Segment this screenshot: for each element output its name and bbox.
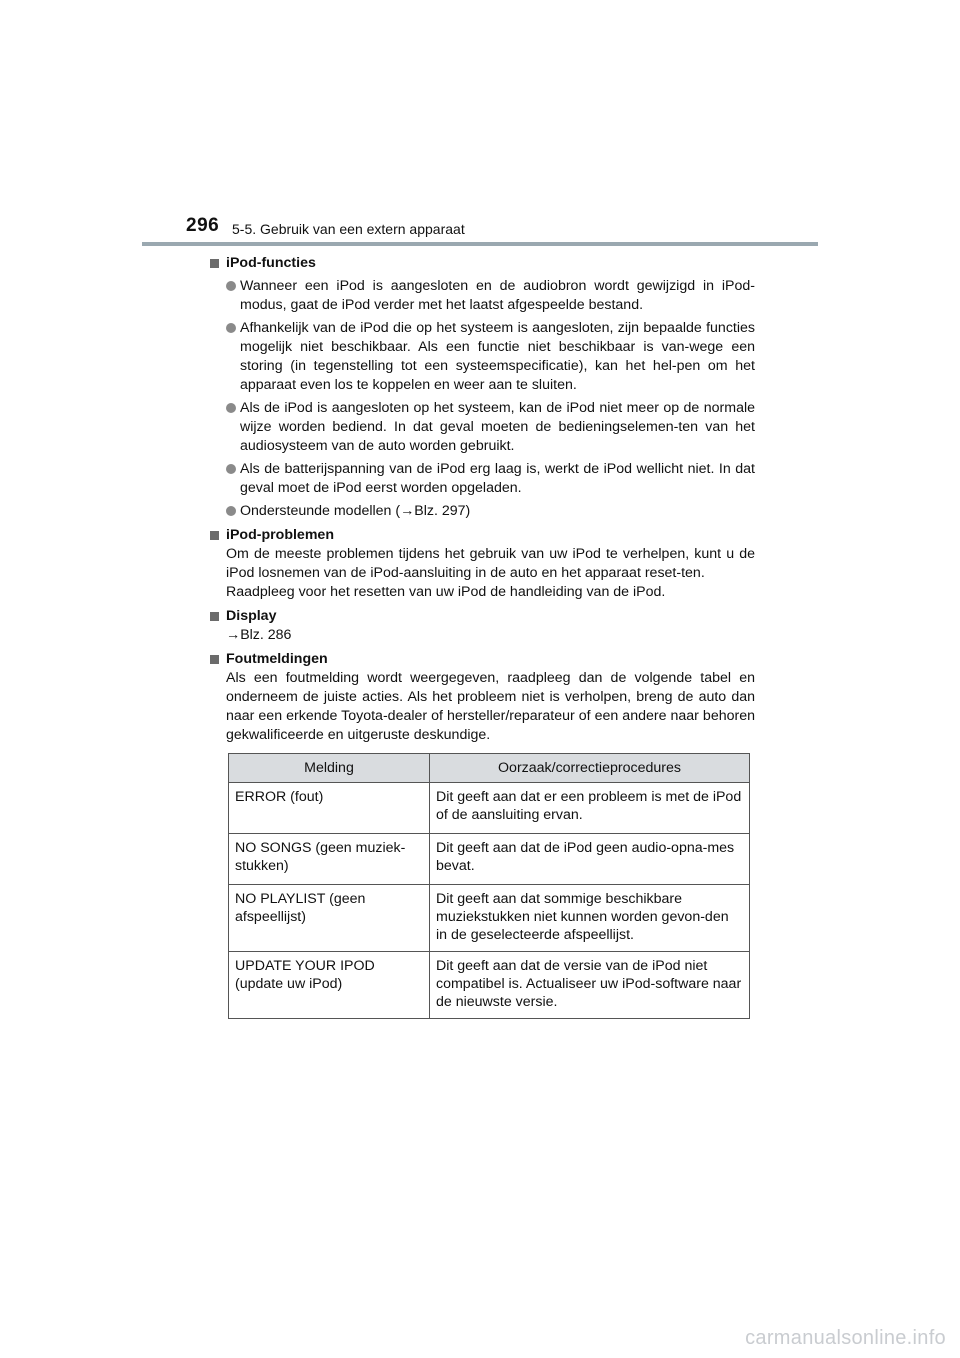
heading-foutmeldingen: Foutmeldingen: [210, 650, 755, 669]
error-message-table: [228, 753, 750, 1019]
header-divider: [142, 242, 818, 246]
cell-melding: ERROR (fout): [229, 783, 430, 834]
cell-melding: NO SONGS (geen muziek-stukken): [229, 834, 430, 885]
table-header-row: [229, 754, 750, 783]
square-bullet-icon: [210, 531, 219, 540]
square-bullet-icon: [210, 655, 219, 664]
section-title: 5-5. Gebruik van een extern apparaat: [232, 221, 465, 237]
ipod-problemen-reset-text: Raadpleeg voor het resetten van uw iPod de handleiding van de iPod.: [226, 584, 666, 600]
heading-ipod-problemen: iPod-problemen: [210, 526, 755, 545]
round-bullet-icon: [226, 281, 236, 291]
page-number: 296: [186, 215, 220, 236]
round-bullet-icon: [226, 403, 236, 413]
cell-oorzaak: Dit geeft aan dat de iPod geen audio-opna-mes bevat.: [430, 834, 750, 885]
square-bullet-icon: [210, 259, 219, 268]
cell-melding: NO PLAYLIST (geen afspeellijst): [229, 885, 430, 952]
display-page-reference: →Blz. 286: [226, 627, 292, 643]
table-row: [229, 834, 750, 885]
cell-oorzaak: Dit geeft aan dat er een probleem is met de iPod of de aansluiting ervan.: [430, 783, 750, 834]
page-content: [210, 254, 755, 745]
foutmeldingen-text: Als een foutmelding wordt weergegeven, raadpleeg dan de volgende tabel en onderneem de juiste acties. Als het probleem niet is verholpen, breng de auto dan naar een erkende Toyota-dealer of hersteller/reparateur of een andere naar behoren gekwalificeerde en uitgeruste deskundige.: [226, 670, 755, 743]
table-row: [229, 885, 750, 952]
list-item: Wanneer een iPod is aangesloten en de audiobron wordt gewijzigd in iPod-modus, gaat de iPod verder met het laatst afgespeelde bestand.: [210, 277, 755, 315]
list-item: Afhankelijk van de iPod die op het systeem is aangesloten, zijn bepaalde functies mogelijk niet beschikbaar. Als een functie niet beschikbaar is van-wege een storing (in tegenstelling tot een systeemspecificatie), kan het hel-pen om het apparaat even los te koppelen en weer aan te sluiten.: [210, 319, 755, 395]
table-row: [229, 783, 750, 834]
watermark: carmanualsonline.info: [745, 1327, 946, 1349]
round-bullet-icon: [226, 323, 236, 333]
ipod-problemen-text: Om de meeste problemen tijdens het gebruik van uw iPod te verhelpen, kunt u de iPod losnemen van de iPod-aansluiting in de auto en het apparaat reset-ten.: [226, 546, 755, 581]
round-bullet-icon: [226, 464, 236, 474]
column-header-melding: Melding: [229, 754, 430, 783]
square-bullet-icon: [210, 612, 219, 621]
heading-display: Display: [210, 607, 755, 626]
cell-oorzaak: Dit geeft aan dat sommige beschikbare muziekstukken niet kunnen worden gevon-den in de geselecteerde afspeellijst.: [430, 885, 750, 952]
heading-ipod-functies: iPod-functies: [210, 254, 755, 273]
list-item: Als de iPod is aangesloten op het systeem, kan de iPod niet meer op de normale wijze worden bediend. In dat geval moeten de bedieningselemen-ten van het audiosysteem van de auto worden gebruikt.: [210, 399, 755, 456]
column-header-oorzaak: Oorzaak/correctieprocedures: [430, 754, 750, 783]
list-item: Ondersteunde modellen (→Blz. 297): [210, 502, 755, 521]
page-header: [0, 0, 960, 250]
cell-oorzaak: Dit geeft aan dat de versie van de iPod niet compatibel is. Actualiseer uw iPod-software naar de nieuwste versie.: [430, 952, 750, 1019]
list-item: Als de batterijspanning van de iPod erg laag is, werkt de iPod wellicht niet. In dat geval moet de iPod eerst worden opgeladen.: [210, 460, 755, 498]
cell-melding: UPDATE YOUR IPOD (update uw iPod): [229, 952, 430, 1019]
table-row: [229, 952, 750, 1019]
round-bullet-icon: [226, 506, 236, 516]
